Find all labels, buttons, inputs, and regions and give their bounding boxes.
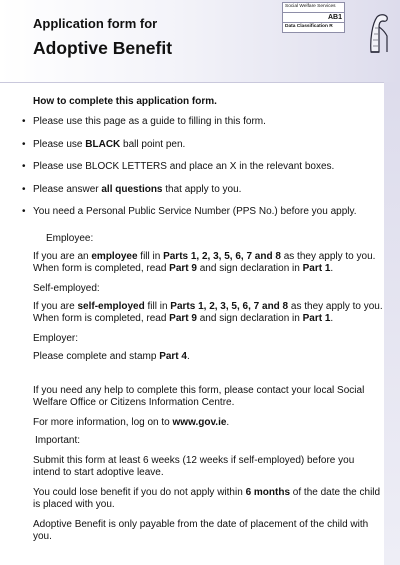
employer-label: Employer: — [33, 333, 79, 344]
form-code: AB1 — [283, 13, 344, 23]
bullet-icon: • — [22, 206, 26, 217]
instructions-list — [22, 116, 384, 218]
self-employed-label: Self-employed: — [33, 283, 100, 294]
employee-instructions: If you are an employee fill in Parts 1, 2, 3, 5, 6, 7 and 8 as they apply to you. When form is completed, read Part 9 and sign declaration in Part 1. — [33, 251, 376, 274]
list-item: • You need a Personal Public Service Number (PPS No.) before you apply. — [22, 206, 357, 217]
list-item: • Please use BLACK ball point pen. — [22, 138, 186, 150]
bullet-icon: • — [22, 138, 26, 150]
form-title: Adoptive Benefit — [33, 38, 173, 58]
list-item: • Please answer all questions that apply to you. — [22, 183, 242, 195]
bullet-icon: • — [22, 183, 26, 195]
employer-instructions: Please complete and stamp Part 4. — [33, 351, 190, 362]
form-title-line1: Application form for — [33, 16, 158, 31]
important-warning: You could lose benefit if you do not apply within 6 months of the date the child is placed with you. — [33, 487, 381, 510]
list-item: • Please use BLOCK LETTERS and place an X in the relevant boxes. — [22, 161, 335, 172]
self-employed-instructions: If you are self-employed fill in Parts 1, 2, 3, 5, 6, 7 and 8 as they apply to you. When form is completed, read Part 9 and sign declaration in Part 1. — [33, 301, 383, 324]
data-classification: Data Classification R — [285, 23, 333, 29]
instructions-heading: How to complete this application form. — [33, 96, 217, 107]
website-link[interactable]: www.gov.ie — [172, 417, 227, 428]
bullet-icon: • — [22, 161, 26, 172]
bullet-icon: • — [22, 116, 26, 127]
form-header — [0, 0, 400, 83]
more-info: For more information, log on to www.gov.ie. — [33, 417, 230, 428]
harp-icon — [368, 12, 390, 56]
department-label: Social Welfare Services — [283, 3, 344, 13]
instructions-body — [22, 96, 384, 543]
employee-label: Employee: — [46, 233, 94, 244]
form-reference-box — [282, 2, 345, 33]
important-payable: Adoptive Benefit is only payable from the date of placement of the child with you. — [33, 519, 369, 542]
list-item: • Please use this page as a guide to filling in this form. — [22, 116, 266, 127]
important-label: Important: — [35, 435, 81, 446]
side-band — [384, 82, 400, 565]
help-text: If you need any help to complete this form, please contact your local Social Welfare Office or Citizens Information Centre. — [33, 385, 365, 408]
employee-section — [33, 233, 384, 543]
important-deadline: Submit this form at least 6 weeks (12 weeks if self-employed) before you intend to start adoptive leave. — [33, 455, 355, 478]
